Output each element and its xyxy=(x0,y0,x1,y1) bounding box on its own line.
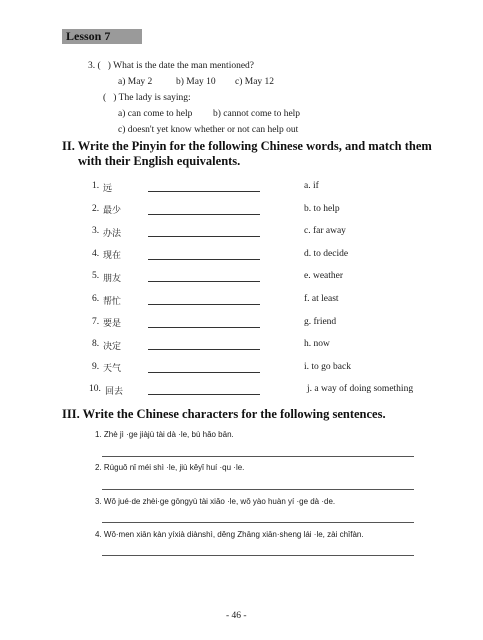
vocab-number: 4. xyxy=(92,248,100,259)
sentence-4: 4. Wǒ·men xiān kàn yíxià diànshì, děng Zhāng xiān·sheng lái ·le, zài chīfàn. xyxy=(95,530,364,539)
pinyin-answer-blank[interactable] xyxy=(148,304,260,305)
vocab-chinese-word: 办法 xyxy=(103,228,122,239)
answer-line-4[interactable] xyxy=(102,555,414,556)
vocab-english-equivalent: f. at least xyxy=(304,294,339,304)
vocab-chinese-word: 远 xyxy=(103,183,113,194)
vocab-chinese-word: 现在 xyxy=(103,251,122,262)
answer-line-2[interactable] xyxy=(102,489,414,490)
pinyin-answer-blank[interactable] xyxy=(148,372,260,373)
vocab-english-equivalent: g. friend xyxy=(304,316,337,327)
answer-line-3[interactable] xyxy=(102,522,414,523)
question-4-option-c: c) doesn't yet know whether or not can help out xyxy=(118,125,299,135)
pinyin-answer-blank[interactable] xyxy=(148,327,260,328)
pinyin-answer-blank[interactable] xyxy=(148,191,260,192)
pinyin-answer-blank[interactable] xyxy=(148,259,260,260)
vocab-number: 7. xyxy=(92,316,100,327)
section-3-title: III. Write the Chinese characters for the following sentences. xyxy=(62,407,386,421)
vocab-chinese-word: 要是 xyxy=(103,319,122,330)
vocab-number: 3. xyxy=(92,226,100,237)
question-3-option-a: a) May 2 xyxy=(118,77,153,87)
pinyin-answer-blank[interactable] xyxy=(148,214,260,215)
vocab-english-equivalent: c. far away xyxy=(304,226,346,237)
sentence-3: 3. Wǒ jué·de zhèi·ge gōngyù tài xiǎo ·le, wǒ yào huàn yí ·ge dà ·de. xyxy=(95,497,336,506)
pinyin-answer-blank[interactable] xyxy=(148,394,260,395)
vocab-english-equivalent: j. a way of doing something xyxy=(307,384,414,395)
vocab-chinese-word: 最少 xyxy=(103,206,122,217)
section-2-title-line1: II. Write the Pinyin for the following Chinese words, and match them xyxy=(62,139,432,153)
pinyin-answer-blank[interactable] xyxy=(148,236,260,237)
vocab-number: 2. xyxy=(92,203,100,214)
vocab-english-equivalent: b. to help xyxy=(304,203,340,214)
pinyin-answer-blank[interactable] xyxy=(148,281,260,282)
vocab-chinese-word: 决定 xyxy=(103,341,122,352)
vocab-number: 8. xyxy=(92,339,100,350)
vocab-chinese-word: 回去 xyxy=(105,386,124,397)
vocab-number: 1. xyxy=(92,181,100,191)
lesson-label: Lesson 7 xyxy=(66,29,111,43)
sentence-1: 1. Zhè jì ·ge jiàjù tài dà ·le, bù hǎo bān. xyxy=(95,430,234,439)
page-number: - 46 - xyxy=(226,611,247,621)
sentence-2: 2. Rúguǒ nǐ méi shì ·le, jiù kěyǐ huí ·qu ·le. xyxy=(95,463,245,472)
vocab-number: 10. xyxy=(89,384,101,395)
section-2-title-line2: with their English equivalents. xyxy=(78,154,241,168)
vocab-number: 9. xyxy=(92,361,100,372)
vocab-chinese-word: 朋友 xyxy=(103,273,122,284)
question-3-stem: 3. ( ) What is the date the man mentioned? xyxy=(88,61,255,71)
question-3-option-c: c) May 12 xyxy=(235,77,275,87)
vocab-chinese-word: 天气 xyxy=(103,364,122,375)
question-4-option-a: a) can come to help xyxy=(118,109,193,119)
vocab-english-equivalent: h. now xyxy=(304,339,330,350)
question-3-option-b: b) May 10 xyxy=(176,77,216,87)
vocab-number: 5. xyxy=(92,271,100,282)
vocab-number: 6. xyxy=(92,294,100,304)
pinyin-answer-blank[interactable] xyxy=(148,349,260,350)
answer-line-1[interactable] xyxy=(102,456,414,457)
vocab-english-equivalent: a. if xyxy=(304,181,319,191)
vocab-english-equivalent: d. to decide xyxy=(304,248,349,259)
question-4-stem: ( ) The lady is saying: xyxy=(103,93,191,103)
vocab-english-equivalent: e. weather xyxy=(304,271,344,282)
vocab-chinese-word: 帮忙 xyxy=(103,296,122,307)
vocab-english-equivalent: i. to go back xyxy=(304,361,351,372)
question-4-option-b: b) cannot come to help xyxy=(213,109,301,119)
